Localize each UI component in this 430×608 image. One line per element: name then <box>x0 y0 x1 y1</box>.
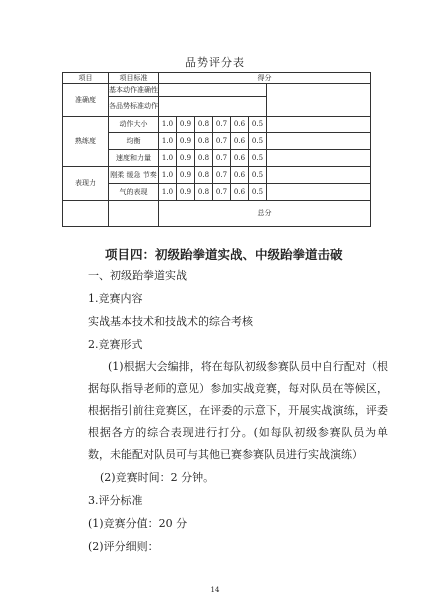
score-cell: 0.9 <box>177 167 195 184</box>
score-cell: 0.9 <box>177 133 195 150</box>
score-cell: 1.0 <box>159 117 177 133</box>
score-cell: 0.9 <box>177 150 195 167</box>
score-cell: 0.8 <box>195 117 213 133</box>
table-title: 品势评分表 <box>185 56 245 69</box>
subsection-title: 一、初级跆拳道实战 <box>88 269 187 282</box>
score-cell: 0.6 <box>231 117 249 133</box>
score-cell: 0.5 <box>249 150 267 167</box>
score-cell: 0.7 <box>213 117 231 133</box>
blank-cell <box>267 117 371 133</box>
score-cell: 0.9 <box>177 184 195 201</box>
proficiency-row-name: 动作大小 <box>109 117 159 133</box>
score-cell: 0.6 <box>231 167 249 184</box>
total-blank-cell <box>109 201 159 227</box>
score-cell: 0.5 <box>249 133 267 150</box>
paragraph-first-line: (1)根据大会编排，将在每队初级参赛队员中自行配对（根 <box>108 360 388 373</box>
proficiency-label: 熟练度 <box>63 117 109 167</box>
header-score: 得分 <box>159 73 371 84</box>
page-number: 14 <box>210 586 220 594</box>
score-detail-text: (2)评分细则： <box>88 540 159 553</box>
header-standard: 项目标准 <box>109 73 159 84</box>
accuracy-blank-cell <box>267 84 371 117</box>
expression-row-name: 气的表现 <box>109 184 159 201</box>
proficiency-row-name: 速度和力量 <box>109 150 159 167</box>
score-cell: 0.7 <box>213 150 231 167</box>
blank-cell <box>267 167 371 184</box>
score-cell: 0.8 <box>195 133 213 150</box>
score-cell: 0.9 <box>177 117 195 133</box>
proficiency-row-name: 均衡 <box>109 133 159 150</box>
blank-cell <box>267 133 371 150</box>
expression-label: 表现力 <box>63 167 109 201</box>
score-cell: 0.8 <box>195 184 213 201</box>
blank-cell <box>267 150 371 167</box>
accuracy-score-cell <box>159 97 267 117</box>
score-cell: 1.0 <box>159 167 177 184</box>
score-cell: 1.0 <box>159 133 177 150</box>
score-cell: 0.6 <box>231 133 249 150</box>
score-cell: 0.8 <box>195 150 213 167</box>
total-label: 总分 <box>159 201 371 227</box>
accuracy-row-1: 基本动作准确性 <box>109 84 159 97</box>
paragraph-rest: 据每队指导老师的意见）参加实战竞赛，每对队员在等候区，根据指引前往竞赛区，在评委的示意下，开展实战演练，评委根据各方的综合表现进行打分。(如每队初级参赛队员为单数，未能配对队员可与其他已赛参赛队员进行实战演练） <box>88 382 388 461</box>
score-cell: 1.0 <box>159 150 177 167</box>
format-paragraph <box>88 356 388 466</box>
item-title: 2.竞赛形式 <box>88 338 143 351</box>
score-cell: 0.6 <box>231 150 249 167</box>
score-cell: 0.5 <box>249 167 267 184</box>
item-title: 1.竞赛内容 <box>88 292 143 305</box>
accuracy-label: 准确度 <box>63 84 109 117</box>
time-text: (2)竞赛时间：2 分钟。 <box>100 471 215 484</box>
score-cell: 0.8 <box>195 167 213 184</box>
blank-cell <box>267 184 371 201</box>
section-heading: 项目四：初级跆拳道实战、中级跆拳道击破 <box>105 247 343 262</box>
score-cell: 0.6 <box>231 184 249 201</box>
score-value-text: (1)竞赛分值：20 分 <box>88 517 188 530</box>
score-cell: 0.7 <box>213 167 231 184</box>
total-blank-cell <box>63 201 109 227</box>
score-table <box>62 72 371 227</box>
score-cell: 1.0 <box>159 184 177 201</box>
expression-row-name: 刚柔 缓急 节奏 <box>109 167 159 184</box>
item-text: 实战基本技术和技战术的综合考核 <box>88 315 253 328</box>
score-cell: 0.7 <box>213 184 231 201</box>
score-cell: 0.5 <box>249 184 267 201</box>
accuracy-row-2: 各品势标准动作 <box>109 97 159 117</box>
item-title: 3.评分标准 <box>88 494 143 507</box>
header-item: 项目 <box>63 73 109 84</box>
score-cell: 0.7 <box>213 133 231 150</box>
score-cell: 0.5 <box>249 117 267 133</box>
accuracy-score-cell <box>159 84 267 97</box>
